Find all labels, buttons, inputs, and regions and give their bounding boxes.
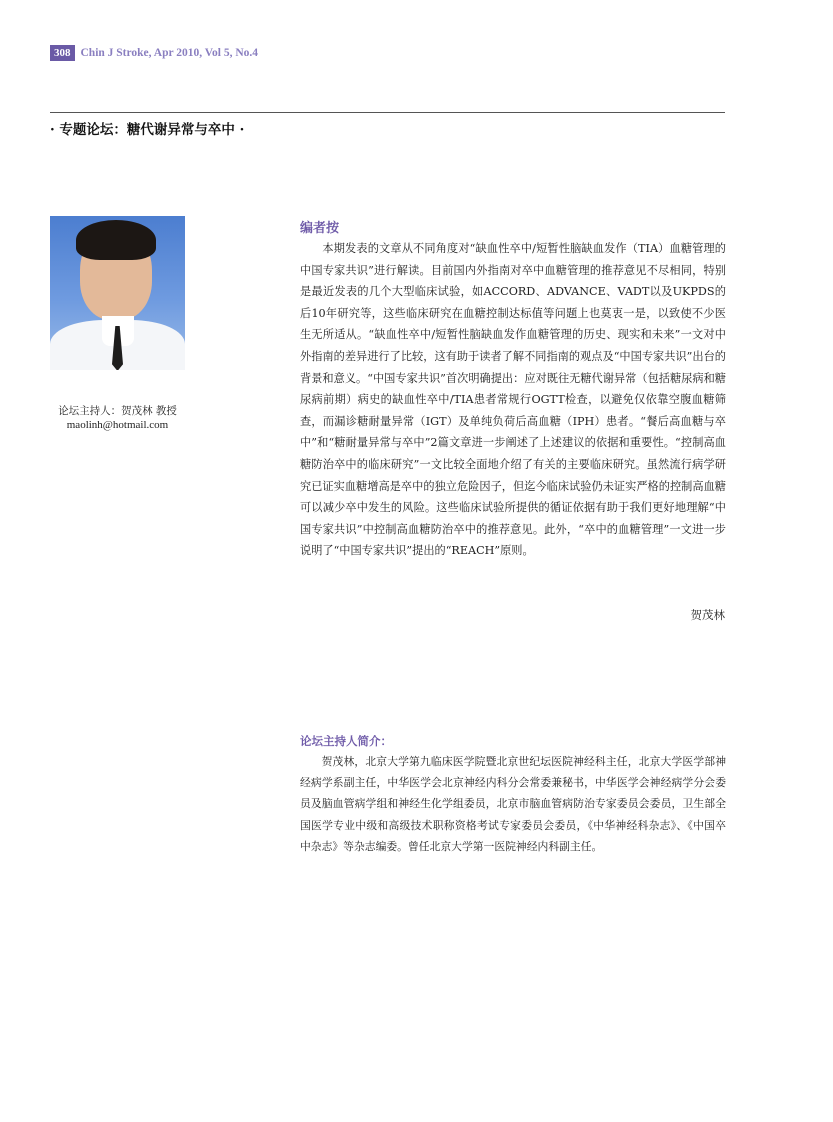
section-divider bbox=[50, 112, 725, 113]
caption-name: 论坛主持人：贺茂林 教授 bbox=[58, 405, 177, 417]
photo-caption bbox=[50, 404, 185, 432]
photo-hair bbox=[76, 220, 156, 260]
portrait-photo bbox=[50, 216, 185, 370]
host-intro-heading: 论坛主持人简介： bbox=[300, 734, 392, 748]
caption-email: maolinh@hotmail.com bbox=[66, 419, 169, 431]
page-number: 308 bbox=[50, 45, 75, 61]
host-intro-body: 贺茂林，北京大学第九临床医学院暨北京世纪坛医院神经科主任，北京大学医学部神经病学系副主任，中华医学会北京神经内科分会常委兼秘书，中华医学会神经病学分会委员及脑血管病学组和神经生化学组委员，北京市脑血管病防治专家委员会委员，卫生部全国医学专业中级和高级技术职称资格考试专家委员会委员，《中华神经科杂志》、《中国卒中杂志》等杂志编委。曾任北京大学第一医院神经内科副主任。 bbox=[300, 755, 726, 853]
editor-note-heading: 编者按 bbox=[300, 221, 340, 236]
running-head bbox=[50, 45, 258, 61]
editor-note-body: 本期发表的文章从不同角度对“缺血性卒中/短暂性脑缺血发作（TIA）血糖管理的中国专家共识”进行解读。目前国内外指南对卒中血糖管理的推荐意见不尽相同，特别是最近发表的几个大型临床试验，如ACCORD、ADVANCE、VADT以及UKPDS的后10年研究等，这些临床研究在血糖控制达标值等问题上也莫衷一是，以致使不少医生无所适从。“缺血性卒中/短暂性脑缺血发作血糖管理的历史、现实和未来”一文对中外指南的差异进行了比较，这有助于读者了解不同指南的观点及“中国专家共识”出台的背景和意义。“中国专家共识”首次明确提出：应对既往无糖代谢异常（包括糖尿病和糖尿病前期）病史的缺血性卒中/TIA患者常规行OGTT检查，以避免仅依靠空腹血糖筛查，而漏诊糖耐量异常（IGT）及单纯负荷后高血糖（IPH）患者。“餐后高血糖与卒中”和“糖耐量异常与卒中”2篇文章进一步阐述了上述建议的依据和重要性。“控制高血糖防治卒中的临床研究”一文比较全面地介绍了有关的主要临床研究。虽然流行病学研究已证实血糖增高是卒中的独立危险因子，但迄今临床试验仍未证实严格的控制高血糖可以减少卒中发生的风险。这些临床试验所提供的循证依据有助于我们更好地理解“中国专家共识”中控制高血糖防治卒中的推荐意见。此外，“卒中的血糖管理”一文进一步说明了“中国专家共识”提出的“REACH”原则。 bbox=[300, 242, 726, 558]
journal-info: Chin J Stroke, Apr 2010, Vol 5, No.4 bbox=[80, 47, 259, 59]
section-title: · 专题论坛：糖代谢异常与卒中 · bbox=[50, 122, 245, 138]
editor-signature: 贺茂林 bbox=[690, 608, 725, 622]
